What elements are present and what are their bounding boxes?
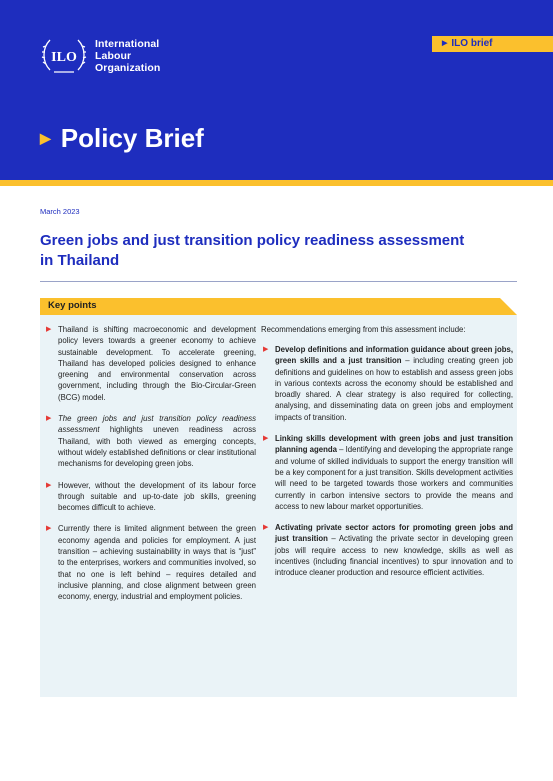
header-band — [0, 0, 553, 180]
key-points-right-column — [261, 324, 513, 579]
list-item — [44, 324, 256, 403]
logo-lettering: ILO — [51, 50, 77, 65]
bullet-text: highlights uneven readiness across Thailand, with both viewed as emerging concepts, without widely established definitions or clear institutional mechanisms for developing green jobs. — [58, 425, 256, 469]
title-divider — [40, 281, 517, 282]
triangle-right-icon: ▶ — [46, 481, 52, 489]
bullet-text: Currently there is limited alignment between the green economy agenda and policies for employment. A just transition – achieving sustainability in ways that is “just” to the enterprises, workers and communities involved, so that no one is left behind – requires detailed and inclusive planning, and close alignment between green economy, energy, industrial and employment policies. — [58, 524, 256, 602]
key-points-left-column — [44, 324, 256, 603]
bullet-text: Thailand is shifting macroeconomic and development policy levers towards a greener economy to achieve sustainable development. To accelerate greening, Thailand has developed policies designed to enhance greening and environmental conservation across government, including through the Bio-Circular-Green (BCG) model. — [58, 325, 256, 402]
key-points-tab-shape — [40, 298, 517, 315]
bullet-text: – including creating green job definitions and guidelines on how to establish and assess green jobs in various contexts across the economy should be established and broadly shared. A clear strategy is also required for collecting, analysing, and disseminating data on green jobs and employment impacts of transition. — [275, 356, 513, 422]
key-points-header — [40, 298, 517, 315]
list-item — [44, 413, 256, 469]
ilo-brief-badge — [432, 36, 553, 52]
brief-type-title — [40, 120, 204, 156]
recommendation-heading: Activating private sector actors for promoting green jobs and just transition — [275, 523, 513, 544]
bullet-text: However, without the development of its labour force through suitable and up-to-date job skills, greening becomes difficult to achieve. — [58, 480, 256, 513]
list-item — [261, 433, 513, 512]
triangle-right-icon: ▶ — [442, 40, 448, 47]
organization-name — [95, 38, 160, 74]
header-stripe — [0, 180, 553, 186]
triangle-right-icon: ▶ — [46, 326, 52, 333]
bullet-text: – Identifying and developing the appropriate range and volume of skilled individuals to support the energy transition will be a key component for a just transition. Skills development activities will need to be targeted towards those workers and communities currently in carbon intensive sectors to provide the means and access to new labour market opportunities. — [275, 445, 513, 511]
org-line-3: Organization — [95, 62, 161, 74]
ilo-logo-icon — [40, 34, 88, 76]
bullet-lead-italic: The green jobs and just transition policy readiness assessment — [58, 414, 256, 435]
triangle-right-icon: ▶ — [40, 130, 51, 146]
recommendation-heading: Develop definitions and information guidance about green jobs, green skills and a just transition — [275, 345, 513, 366]
key-points-label: Key points — [48, 300, 97, 311]
org-line-1: International — [95, 38, 160, 50]
recommendations-intro: Recommendations emerging from this assessment include: — [261, 325, 466, 334]
list-item — [44, 480, 256, 514]
brief-title-text: Policy Brief — [60, 123, 204, 153]
bullet-text: – Activating the private sector in developing green jobs will require access to new knowledge, skills as well as incentives (including financial incentives) to spur innovation and to introduce cleaner production and resource efficient activities. — [275, 534, 513, 578]
recommendation-heading: Linking skills development with green jobs and just transition planning agenda — [275, 434, 513, 455]
document-title: Green jobs and just transition policy readiness assessment in Thailand — [40, 232, 465, 269]
list-item — [44, 523, 256, 602]
badge-label: ILO brief — [451, 38, 493, 49]
triangle-right-icon: ▶ — [263, 524, 269, 532]
triangle-right-icon: ▶ — [263, 346, 269, 353]
triangle-right-icon: ▶ — [263, 435, 269, 443]
org-line-2: Labour — [95, 50, 132, 62]
list-item — [261, 344, 513, 423]
triangle-right-icon: ▶ — [46, 525, 52, 533]
publication-date: March 2023 — [40, 207, 80, 216]
list-item — [261, 522, 513, 578]
triangle-right-icon: ▶ — [46, 415, 52, 423]
